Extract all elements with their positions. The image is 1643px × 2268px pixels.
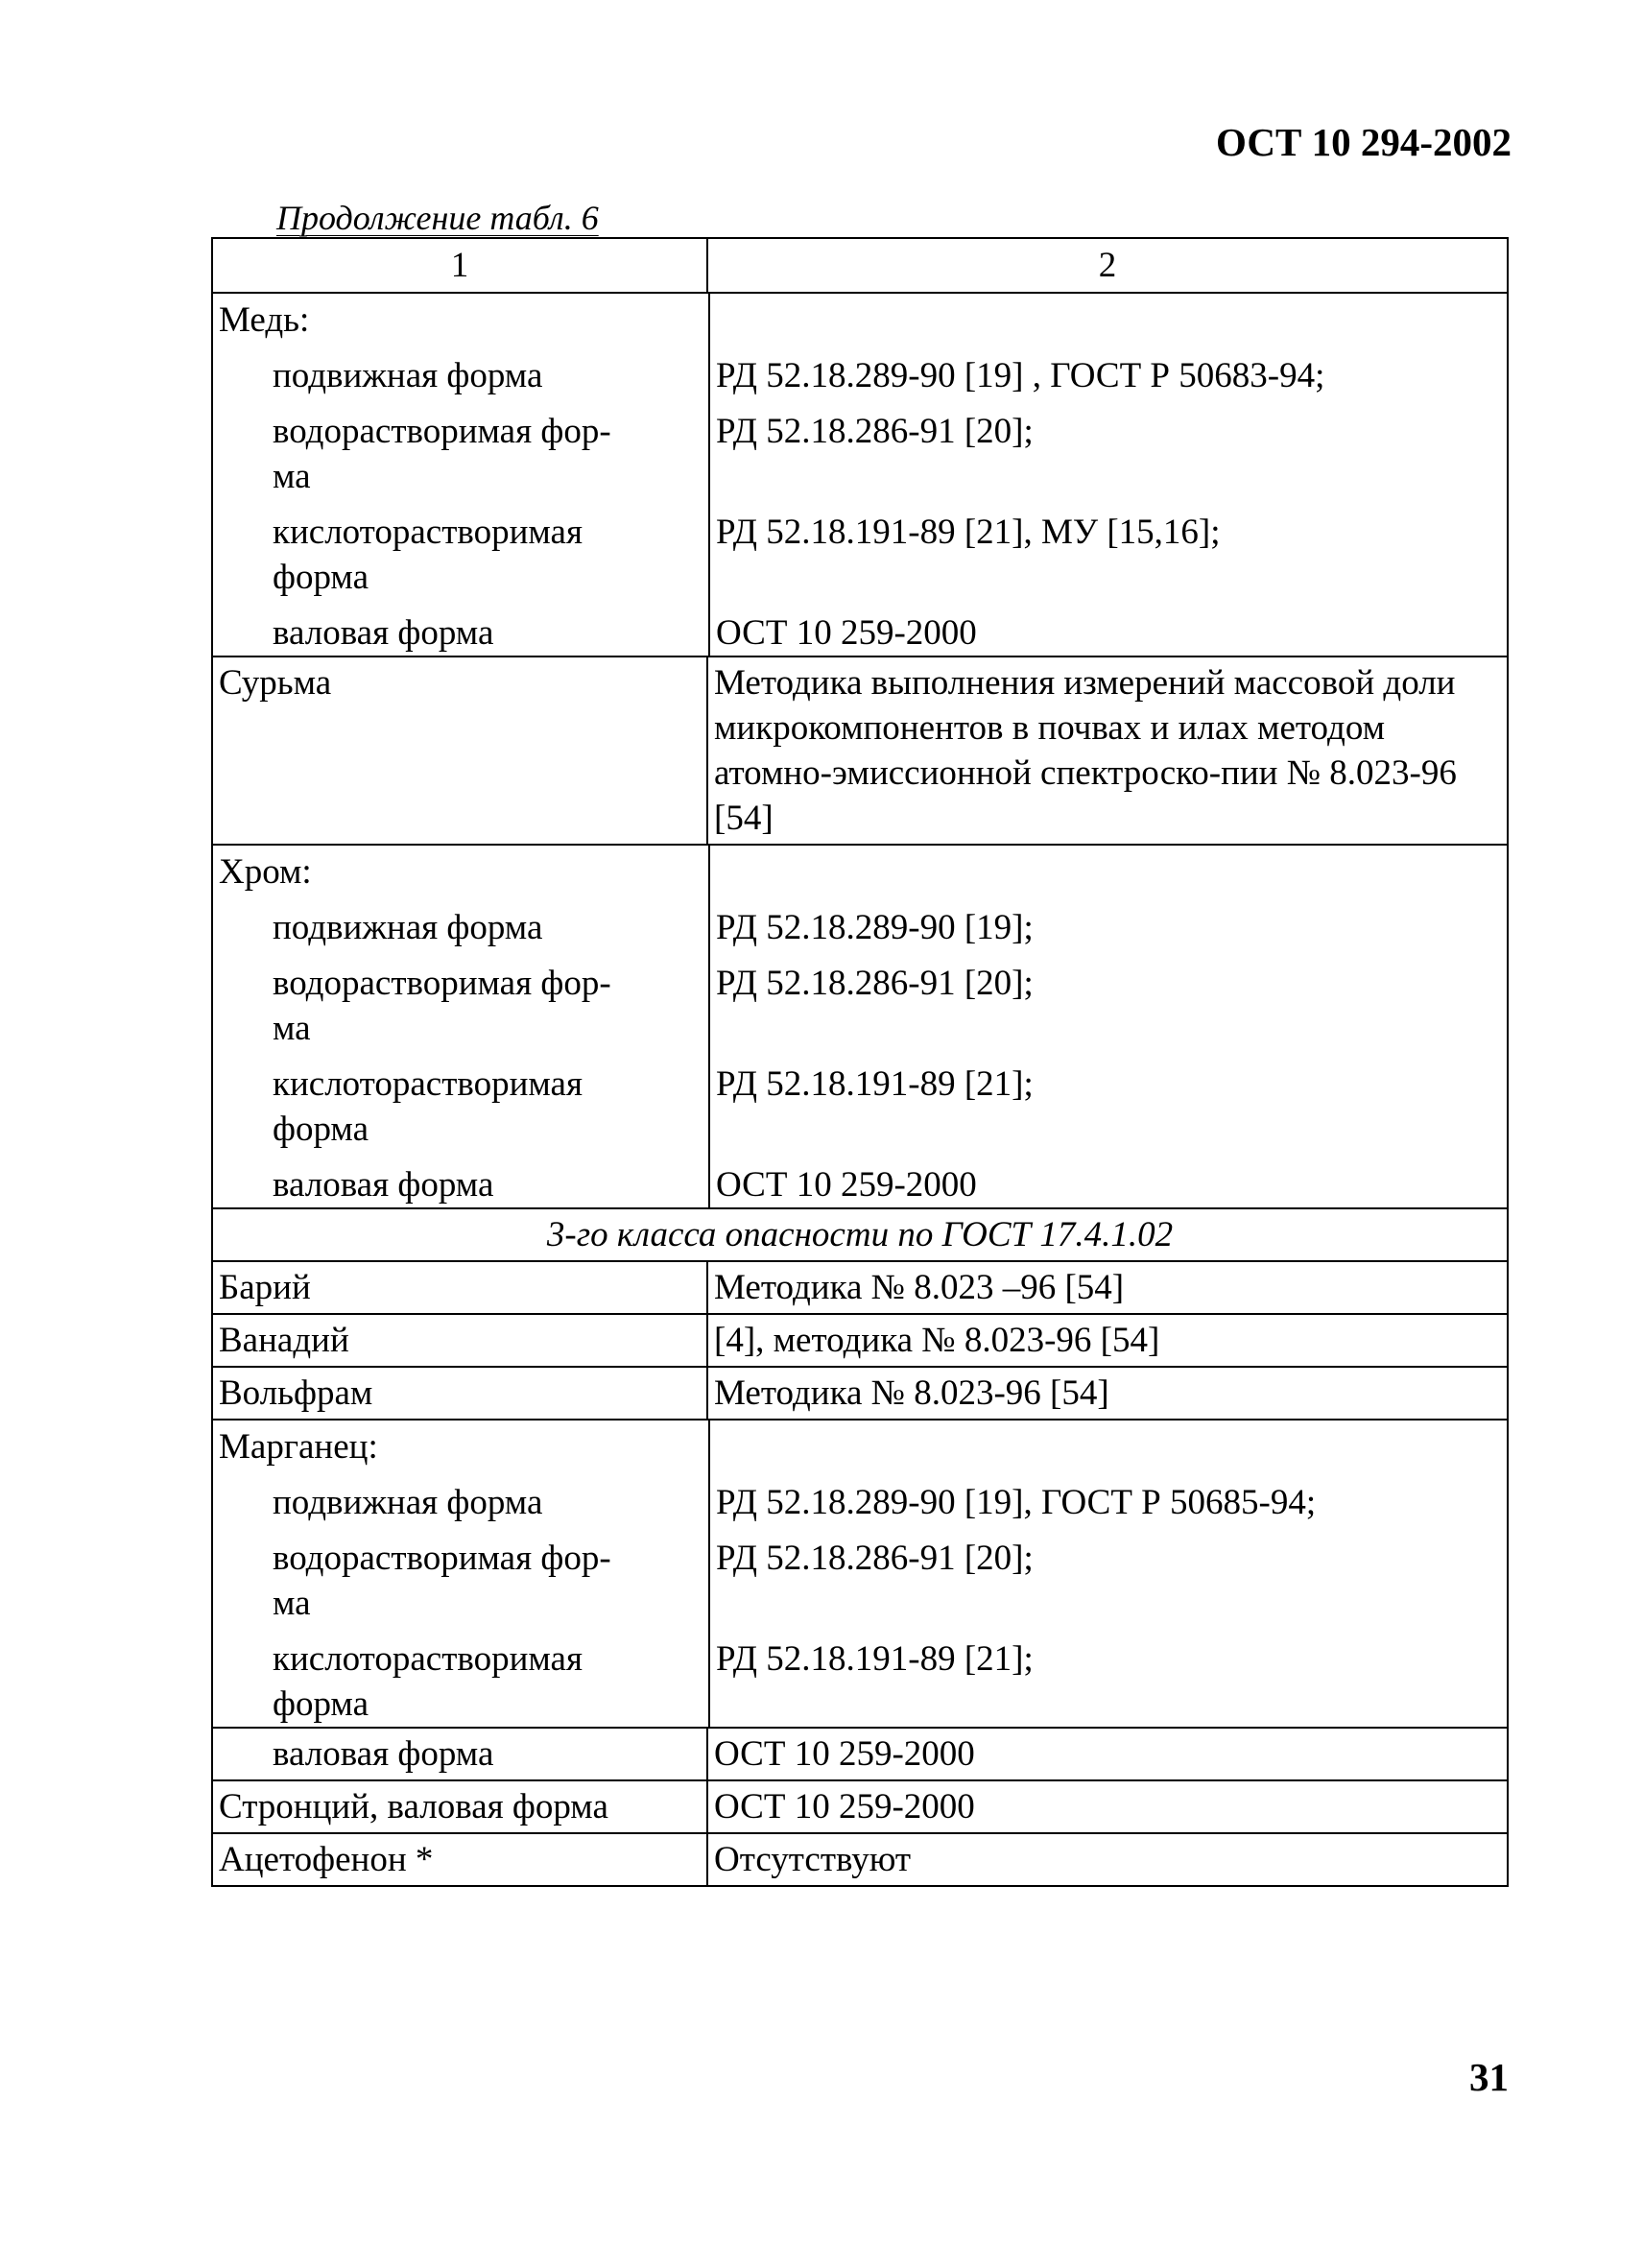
table-row-antimony <box>212 657 1508 845</box>
table-header-row <box>212 238 1508 293</box>
document-code: ОСТ 10 294-2002 <box>1215 120 1512 164</box>
element-method-empty <box>708 294 1507 343</box>
element-method: Методика № 8.023 –96 [54] <box>707 1261 1508 1314</box>
form-name: кислоторастворимая форма <box>273 513 583 597</box>
element-name: Хром: <box>219 852 312 892</box>
form-name: кислоторастворимая форма <box>273 1639 583 1724</box>
element-name: Барий <box>212 1261 707 1314</box>
form-row <box>213 1152 1507 1207</box>
form-name: водорастворимая фор- ма <box>273 412 611 496</box>
form-row <box>213 895 1507 950</box>
element-method: Методика выполнения измерений массовой доли микрокомпонентов в почвах и илах методом атомно-эмиссионной спектроско-пии № 8.023-96 [54] <box>707 657 1508 845</box>
form-name: кислоторастворимая форма <box>273 1064 583 1149</box>
methods-table <box>211 237 1509 1887</box>
form-method: РД 52.18.286-91 [20]; <box>708 1525 1507 1626</box>
element-name: Стронций, валовая форма <box>212 1780 707 1833</box>
element-method: Отсутствуют <box>707 1833 1508 1886</box>
form-method: РД 52.18.191-89 [21]; <box>708 1051 1507 1152</box>
form-name: подвижная форма <box>273 356 543 395</box>
table-row-manganese <box>212 1420 1508 1728</box>
form-method: РД 52.18.289-90 [19], ГОСТ Р 50685-94; <box>708 1469 1507 1525</box>
element-method: Методика № 8.023-96 [54] <box>707 1367 1508 1420</box>
form-method: РД 52.18.289-90 [19]; <box>708 895 1507 950</box>
element-name: Марганец: <box>219 1427 378 1467</box>
form-method: РД 52.18.286-91 [20]; <box>708 398 1507 499</box>
element-name: Ванадий <box>212 1314 707 1367</box>
group-manganese <box>212 1420 1508 1728</box>
page-number: 31 <box>1469 2055 1509 2099</box>
column-1-header: 1 <box>212 238 707 293</box>
table-row-barium <box>212 1261 1508 1314</box>
element-method: [4], методика № 8.023-96 [54] <box>707 1314 1508 1367</box>
table-row-copper <box>212 293 1508 657</box>
section-row <box>212 1208 1508 1261</box>
form-name: валовая форма <box>273 1165 494 1205</box>
form-row <box>213 950 1507 1051</box>
form-name: водорастворимая фор- ма <box>273 1539 611 1623</box>
section-title: 3-го класса опасности по ГОСТ 17.4.1.02 <box>212 1208 1508 1261</box>
element-name: Вольфрам <box>212 1367 707 1420</box>
table-row-chromium <box>212 845 1508 1208</box>
element-method-empty <box>708 1420 1507 1469</box>
form-method: РД 52.18.191-89 [21], МУ [15,16]; <box>708 499 1507 600</box>
form-method: ОСТ 10 259-2000 <box>708 600 1507 656</box>
table-row-manganese-total <box>212 1728 1508 1780</box>
form-row <box>213 398 1507 499</box>
form-name: водорастворимая фор- ма <box>273 964 611 1048</box>
form-row <box>213 1525 1507 1626</box>
form-method: РД 52.18.286-91 [20]; <box>708 950 1507 1051</box>
form-name: подвижная форма <box>273 1483 543 1522</box>
group-chromium <box>212 845 1508 1208</box>
table-caption: Продолжение табл. 6 <box>276 199 599 237</box>
form-row <box>213 600 1507 656</box>
table-row-tungsten <box>212 1367 1508 1420</box>
table-row-vanadium <box>212 1314 1508 1367</box>
form-row <box>213 1051 1507 1152</box>
form-method: РД 52.18.191-89 [21]; <box>708 1626 1507 1727</box>
group-copper <box>212 293 1508 657</box>
form-method: РД 52.18.289-90 [19] , ГОСТ Р 50683-94; <box>708 343 1507 398</box>
element-name: Медь: <box>219 300 310 340</box>
table-row-strontium <box>212 1780 1508 1833</box>
form-row <box>213 499 1507 600</box>
element-method: ОСТ 10 259-2000 <box>707 1780 1508 1833</box>
form-method: ОСТ 10 259-2000 <box>707 1728 1508 1780</box>
element-method-empty <box>708 846 1507 895</box>
element-name: Ацетофенон * <box>212 1833 707 1886</box>
form-method: ОСТ 10 259-2000 <box>708 1152 1507 1207</box>
element-name: Сурьма <box>212 657 707 845</box>
form-name: подвижная форма <box>273 908 543 947</box>
form-name: валовая форма <box>273 613 494 653</box>
form-name: валовая форма <box>212 1728 707 1780</box>
column-2-header: 2 <box>707 238 1508 293</box>
table-row-acetophenone <box>212 1833 1508 1886</box>
form-row <box>213 1626 1507 1727</box>
form-row <box>213 343 1507 398</box>
form-row <box>213 1469 1507 1525</box>
